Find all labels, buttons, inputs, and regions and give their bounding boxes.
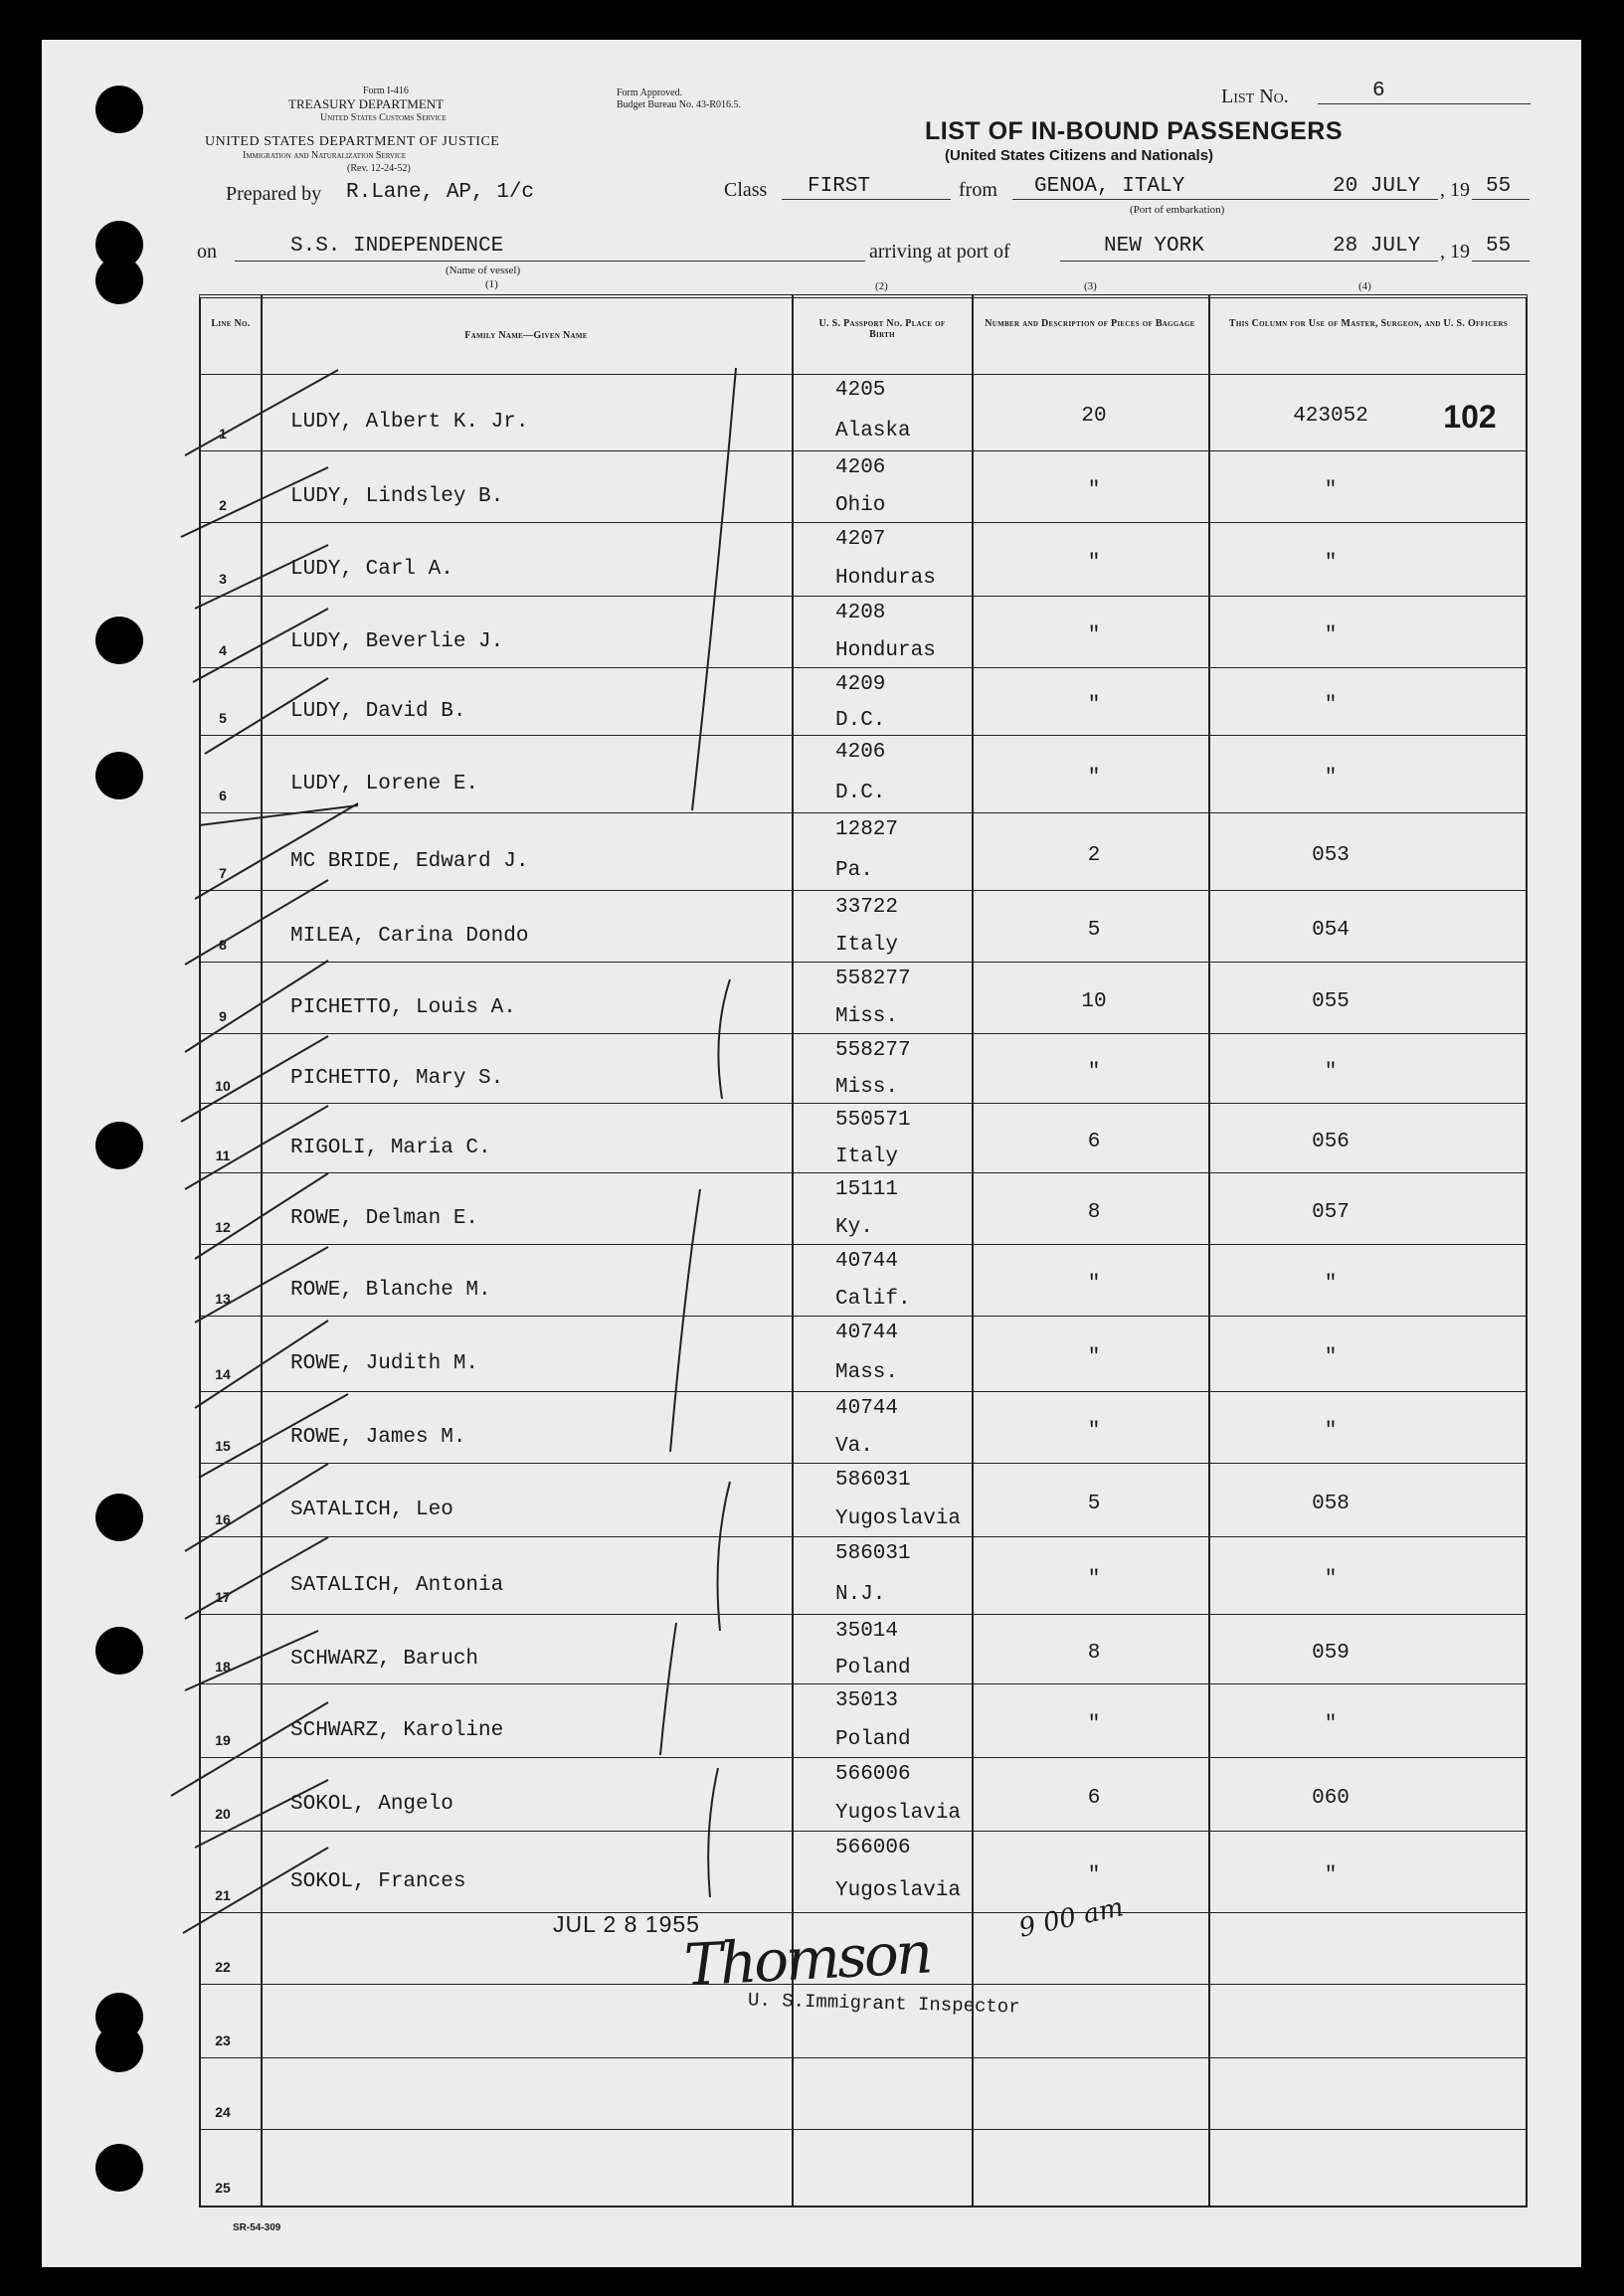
passport-number: 4206 [835, 741, 886, 764]
line-number: 15 [215, 1438, 231, 1454]
passenger-name: ROWE, Judith M. [290, 1352, 479, 1375]
officer-number: 057 [1312, 1201, 1350, 1224]
baggage-count: " [1087, 1864, 1101, 1887]
place-of-birth: Calif. [835, 1288, 911, 1311]
from-value: GENOA, ITALY [1034, 175, 1185, 198]
list-no-value: 6 [1372, 80, 1385, 102]
officer-number: 059 [1312, 1642, 1350, 1665]
place-of-birth: Ohio [835, 494, 886, 517]
baggage-count: " [1087, 694, 1101, 717]
passport-number: 12827 [835, 818, 899, 841]
treasury-dept: TREASURY DEPARTMENT [288, 96, 445, 111]
passenger-name: ROWE, James M. [290, 1426, 466, 1449]
passenger-name: LUDY, Lindsley B. [290, 485, 504, 508]
passenger-name: LUDY, Lorene E. [290, 773, 479, 795]
passport-number: 35013 [835, 1689, 899, 1712]
line-number: 7 [219, 865, 227, 881]
line-number: 20 [215, 1806, 231, 1822]
officer-number: 060 [1312, 1787, 1350, 1810]
line-number: 5 [219, 710, 227, 726]
list-no-label: List No. [1221, 86, 1289, 107]
budget-bureau: Budget Bureau No. 43-R016.5. [617, 99, 741, 110]
passenger-name: LUDY, Carl A. [290, 558, 453, 581]
col-no-4: (4) [1358, 280, 1371, 292]
col-no-3: (3) [1084, 280, 1097, 292]
passport-number: 40744 [835, 1250, 899, 1273]
officer-number: 058 [1312, 1493, 1350, 1515]
passenger-name: MILEA, Carina Dondo [290, 925, 529, 948]
line-number: 8 [219, 937, 227, 953]
passenger-name: SATALICH, Antonia [290, 1574, 504, 1597]
handwritten-time: 9 00 am [1016, 1892, 1127, 1944]
passport-number: 33722 [835, 896, 899, 919]
officer-number: " [1324, 1346, 1338, 1369]
arriving-label: arriving at port of [869, 241, 1010, 263]
inspector-title: U. S.Immigrant Inspector [747, 1989, 1020, 2019]
passport-number: 566006 [835, 1837, 911, 1859]
baggage-count: " [1087, 1420, 1101, 1443]
baggage-count: " [1087, 1273, 1101, 1296]
baggage-count: 8 [1087, 1642, 1101, 1665]
passport-number: 35014 [835, 1620, 899, 1643]
place-of-birth: Italy [835, 1146, 899, 1168]
baggage-count: 8 [1087, 1201, 1101, 1224]
passenger-name: SCHWARZ, Baruch [290, 1648, 479, 1671]
passport-number: 40744 [835, 1322, 899, 1344]
baggage-count: 10 [1081, 990, 1107, 1013]
passenger-name: SOKOL, Frances [290, 1870, 466, 1893]
col-header-line-no: Line No. [211, 318, 251, 329]
officer-number: " [1324, 1273, 1338, 1296]
line-number: 6 [219, 788, 227, 803]
passport-number: 4206 [835, 456, 886, 479]
baggage-count: " [1087, 767, 1101, 790]
vessel-col-no: (1) [485, 278, 498, 290]
passport-number: 4209 [835, 673, 886, 696]
arrival-year-prefix: , 19 [1440, 241, 1470, 263]
baggage-count: " [1087, 624, 1101, 647]
officer-number: " [1324, 694, 1338, 717]
passport-number: 550571 [835, 1109, 911, 1132]
passenger-name: ROWE, Blanche M. [290, 1279, 491, 1302]
port-embark-label: (Port of embarkation) [1130, 204, 1225, 216]
place-of-birth: Italy [835, 934, 899, 957]
arrival-date: 28 JULY [1333, 235, 1421, 258]
line-number: 14 [215, 1366, 231, 1382]
line-number: 17 [215, 1589, 231, 1605]
line-number: 16 [215, 1511, 231, 1527]
col-header-officers: This Column for Use of Master, Surgeon, and U. S. Officers [1228, 318, 1509, 329]
passenger-name: ROWE, Delman E. [290, 1207, 479, 1230]
place-of-birth: Alaska [835, 420, 911, 442]
officer-number: " [1324, 479, 1338, 502]
baggage-count: 5 [1087, 919, 1101, 942]
place-of-birth: Poland [835, 1728, 911, 1751]
line-number: 12 [215, 1219, 231, 1235]
place-of-birth: Honduras [835, 639, 936, 662]
line-number: 21 [215, 1887, 231, 1903]
baggage-count: " [1087, 1713, 1101, 1736]
page-subtitle: (United States Citizens and Nationals) [945, 147, 1214, 164]
col-header-baggage: Number and Description of Pieces of Baggage [985, 318, 1195, 329]
arrival-port: NEW YORK [1104, 235, 1204, 258]
officer-number: " [1324, 1713, 1338, 1736]
officer-number: " [1324, 1568, 1338, 1591]
baggage-count: 20 [1081, 405, 1107, 428]
passport-number: 4208 [835, 602, 886, 624]
prepared-by-label: Prepared by [226, 183, 322, 205]
passport-number: 566006 [835, 1763, 911, 1786]
line-number: 24 [215, 2104, 231, 2120]
passenger-name: LUDY, Albert K. Jr. [290, 411, 529, 434]
officer-number: 053 [1312, 844, 1350, 867]
passport-number: 4205 [835, 379, 886, 402]
on-label: on [197, 241, 217, 263]
passport-number: 558277 [835, 968, 911, 990]
passport-number: 15111 [835, 1178, 899, 1201]
line-number: 3 [219, 571, 227, 587]
line-number: 25 [215, 2180, 231, 2196]
place-of-birth: Poland [835, 1657, 911, 1679]
baggage-count: " [1087, 1346, 1101, 1369]
officer-number: 056 [1312, 1131, 1350, 1153]
place-of-birth: Yugoslavia [835, 1879, 962, 1902]
form-approved: Form Approved. [617, 88, 683, 98]
passenger-name: SATALICH, Leo [290, 1499, 453, 1521]
baggage-count: 6 [1087, 1787, 1101, 1810]
bracket-mark [692, 368, 736, 810]
vessel-label: (Name of vessel) [446, 265, 521, 276]
place-of-birth: Mass. [835, 1361, 899, 1384]
passport-number: 4207 [835, 528, 886, 551]
place-of-birth: Yugoslavia [835, 1507, 962, 1530]
passport-number: 40744 [835, 1397, 899, 1420]
col-header-passport: U. S. Passport No. Place of Birth [818, 318, 946, 340]
depart-year-prefix: , 19 [1440, 179, 1470, 201]
footer-code: SR-54-309 [233, 2222, 281, 2233]
baggage-count: 6 [1087, 1131, 1101, 1153]
baggage-count: " [1087, 1061, 1101, 1084]
passenger-name: PICHETTO, Louis A. [290, 996, 516, 1019]
page-title: LIST OF IN-BOUND PASSENGERS [925, 117, 1344, 145]
arrival-stamp-date: JUL 2 8 1955 [553, 1911, 700, 1937]
officer-number: " [1324, 552, 1338, 575]
line-number: 13 [215, 1291, 231, 1307]
place-of-birth: Va. [835, 1435, 873, 1458]
place-of-birth: Miss. [835, 1005, 899, 1028]
officer-number: " [1324, 1061, 1338, 1084]
place-of-birth: Miss. [835, 1076, 899, 1099]
officer-number: 423052 [1293, 405, 1368, 428]
baggage-count: 5 [1087, 1493, 1101, 1515]
depart-year: 55 [1486, 175, 1512, 198]
vessel-name: S.S. INDEPENDENCE [290, 235, 504, 258]
depart-date: 20 JULY [1333, 175, 1421, 198]
class-value: FIRST [808, 175, 871, 198]
officer-number: " [1324, 767, 1338, 790]
officer-extra-number: 102 [1443, 399, 1497, 435]
passenger-name: SOKOL, Angelo [290, 1793, 453, 1816]
passport-number: 586031 [835, 1469, 911, 1492]
place-of-birth: Yugoslavia [835, 1802, 962, 1825]
baggage-count: 2 [1087, 844, 1101, 867]
line-number: 22 [215, 1959, 231, 1975]
line-number: 1 [219, 426, 227, 442]
line-number: 18 [215, 1659, 231, 1675]
line-number: 19 [215, 1732, 231, 1748]
passenger-name: LUDY, Beverlie J. [290, 630, 504, 653]
place-of-birth: D.C. [835, 782, 886, 804]
passport-number: 586031 [835, 1542, 911, 1565]
passport-number: 558277 [835, 1039, 911, 1062]
place-of-birth: N.J. [835, 1583, 886, 1606]
line-number: 23 [215, 2032, 231, 2048]
passenger-name: PICHETTO, Mary S. [290, 1067, 504, 1090]
officer-number: " [1324, 624, 1338, 647]
officer-number: " [1324, 1420, 1338, 1443]
col-header-name: Family Name—Given Name [464, 330, 588, 341]
arrival-year: 55 [1486, 235, 1512, 258]
passenger-name: LUDY, David B. [290, 700, 466, 723]
class-label: Class [724, 179, 768, 201]
ins-service: Immigration and Naturalization Service [243, 150, 407, 161]
inspector-signature: Thomson [682, 1918, 932, 2000]
form-number: Form I-416 [363, 86, 409, 96]
col-no-2: (2) [875, 280, 888, 292]
passenger-name: MC BRIDE, Edward J. [290, 850, 529, 873]
line-number: 11 [215, 1148, 231, 1163]
line-number: 10 [215, 1078, 231, 1094]
line-number: 4 [219, 642, 227, 658]
baggage-count: " [1087, 552, 1101, 575]
officer-number: 054 [1312, 919, 1350, 942]
officer-number: " [1324, 1864, 1338, 1887]
place-of-birth: Pa. [835, 859, 873, 882]
baggage-count: " [1087, 479, 1101, 502]
customs-service: United States Customs Service [320, 112, 447, 123]
passenger-name: SCHWARZ, Karoline [290, 1719, 504, 1742]
place-of-birth: Ky. [835, 1216, 873, 1239]
prepared-by-value: R.Lane, AP, 1/c [346, 181, 535, 204]
place-of-birth: Honduras [835, 567, 936, 590]
officer-number: 055 [1312, 990, 1350, 1013]
passenger-name: RIGOLI, Maria C. [290, 1137, 491, 1159]
place-of-birth: D.C. [835, 709, 886, 732]
revision: (Rev. 12-24-52) [347, 163, 411, 174]
line-number: 2 [219, 497, 227, 513]
baggage-count: " [1087, 1568, 1101, 1591]
from-label: from [959, 179, 997, 201]
justice-dept: UNITED STATES DEPARTMENT OF JUSTICE [205, 134, 500, 149]
line-number: 9 [219, 1008, 227, 1024]
